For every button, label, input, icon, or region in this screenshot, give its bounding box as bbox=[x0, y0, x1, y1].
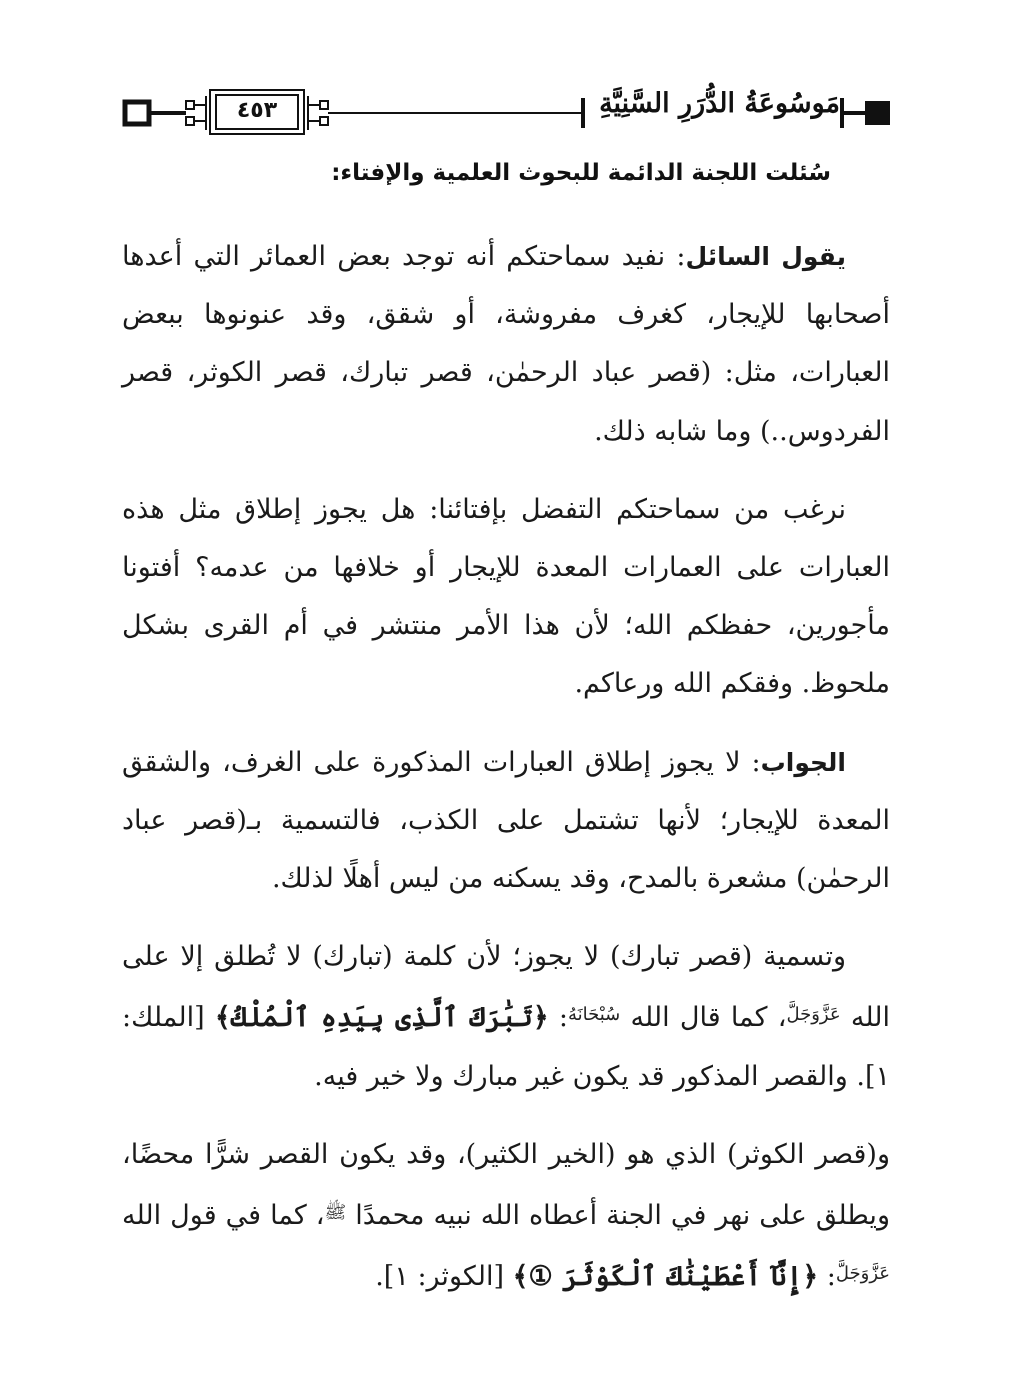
page-number: ٤٥٣ bbox=[236, 98, 278, 123]
kawthar-paragraph bbox=[122, 1126, 890, 1307]
book-title: مَوسُوعَةُ الدُّرَرِ السَّنِيَّةِ bbox=[599, 88, 840, 119]
question-text: : نفيد سماحتكم أنه توجد بعض العمائر التي أعدها أصحابها للإيجار، كغرف مفروشة، أو شقق، وقد عنونوها ببعض العبارات، مثل: (قصر عباد الرحمٰن، قصر تبارك، قصر الكوثر، قصر الفردوس..) وما شابه ذلك. bbox=[122, 241, 890, 447]
honorific-phrase: عَزَّوَجَلَّ bbox=[786, 1004, 841, 1026]
tabarak-text-1: وتسمية (قصر تبارك) لا يجوز؛ لأن كلمة (تبارك) لا تُطلق إلا على الله bbox=[122, 941, 890, 1034]
quran-verse: ﴿تَبَٰرَكَ ٱلَّذِى بِيَدِهِ ٱلْمُلْكُ﴾ bbox=[214, 1002, 549, 1034]
tabarak-text-3: : bbox=[548, 1002, 568, 1034]
page-header bbox=[120, 84, 895, 140]
kawthar-text-2: ، كما في قول الله bbox=[122, 1200, 325, 1232]
request-text: نرغب من سماحتكم التفضل بإفتائنا: هل يجوز إطلاق مثل هذه العبارات على العمارات المعدة للإيجار أو خلافها من عدمه؟ أفتونا مأجورين، حفظكم الله؛ لأن هذا الأمر منتشر في أم القرى بشكل ملحوظ. وفقكم الله ورعاكم. bbox=[122, 493, 890, 700]
honorific-phrase: سُبْحَانَهُ bbox=[567, 1004, 621, 1026]
tabarak-text-2: ، كما قال الله bbox=[620, 1002, 787, 1034]
quran-verse: ﴿إِنَّآ أَعْطَيْنَٰكَ ٱلْكَوْثَرَ ①﴾ bbox=[512, 1261, 819, 1293]
kawthar-text-4: [الكوثر: ١]. bbox=[375, 1261, 513, 1293]
tabarak-text-4: [الملك: ١]. والقصر المذكور قد يكون غير مبارك ولا خير فيه. bbox=[122, 1002, 890, 1092]
body-text bbox=[122, 228, 890, 1326]
kawthar-text-3: : bbox=[818, 1261, 836, 1293]
honorific-phrase: ﷺ bbox=[324, 1202, 347, 1224]
kawthar-text-1: و(قصر الكوثر) الذي هو (الخير الكثير)، وقد يكون القصر شرًّا محضًا، ويطلق على نهر في الجنة أعطاه الله نبيه محمدًا bbox=[122, 1138, 890, 1232]
honorific-phrase: عَزَّوَجَلَّ bbox=[835, 1263, 890, 1285]
answer-text: : لا يجوز إطلاق العبارات المذكورة على الغرف، والشقق المعدة للإيجار؛ لأنها تشتمل على الكذب، فالتسمية بـ(قصر عباد الرحمٰن) مشعرة بالمدح، وقد يسكنه من ليس أهلًا لذلك. bbox=[122, 746, 890, 895]
answer-paragraph bbox=[122, 734, 890, 909]
question-paragraph bbox=[122, 228, 890, 461]
section-heading: سُئلت اللجنة الدائمة للبحوث العلمية والإفتاء: bbox=[331, 160, 831, 186]
answer-label: الجواب bbox=[760, 747, 846, 777]
questioner-label: يقول السائل bbox=[685, 242, 846, 271]
tabarak-paragraph bbox=[122, 928, 890, 1106]
request-paragraph bbox=[122, 481, 890, 714]
